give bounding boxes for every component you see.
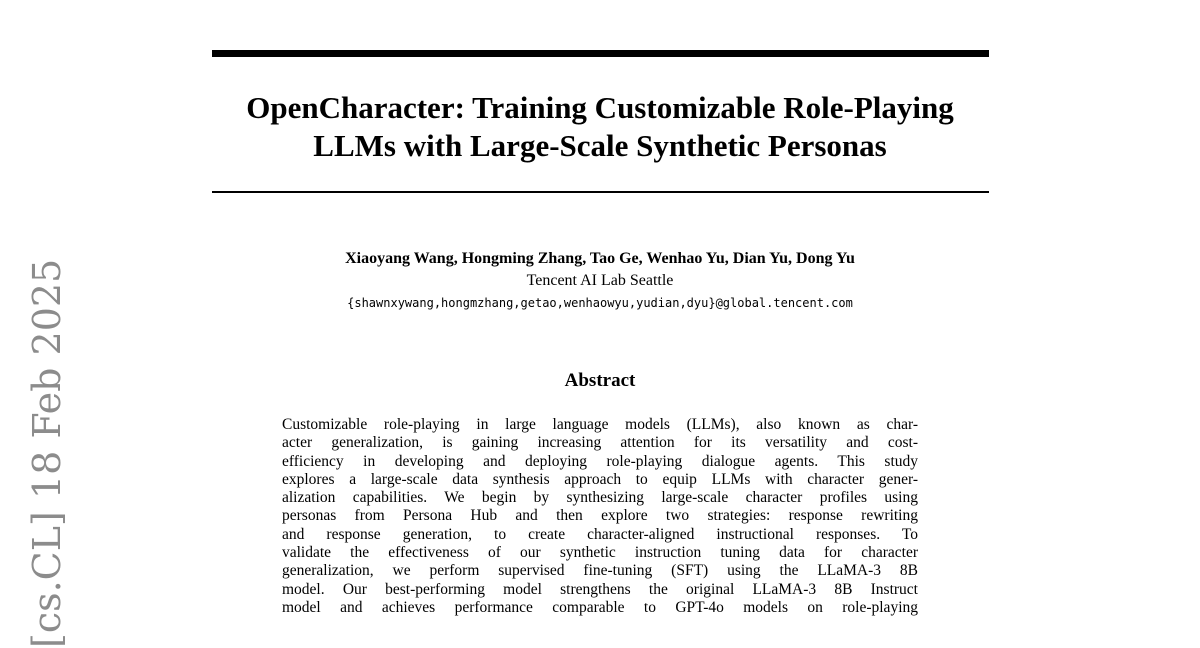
author-list: Xiaoyang Wang, Hongming Zhang, Tao Ge, Wenhao Yu, Dian Yu, Dong Yu [345,250,855,267]
abstract-line: acter generalization, is gaining increasing attention for its versatility and cost- [282,434,918,452]
abstract-heading: Abstract [564,370,636,391]
abstract-body [282,416,922,617]
abstract-line: and response generation, to create character-aligned instructional responses. To [282,525,918,543]
paper-title [200,89,1000,165]
abstract-line: efficiency in developing and deploying role-playing dialogue agents. This study [282,452,918,470]
abstract-line: model. Our best-performing model strengthens the original LLaMA-3 8B Instruct [282,580,918,598]
author-emails: {shawnxywang,hongmzhang,getao,wenhaowyu,yudian,dyu}@global.tencent.com [347,296,853,310]
paper-title-line-2: LLMs with Large-Scale Synthetic Personas [313,128,887,163]
title-bottom-rule [212,191,989,193]
abstract-line: alization capabilities. We begin by synthesizing large-scale character profiles using [282,489,918,507]
abstract-line: validate the effectiveness of our synthetic instruction tuning data for character [282,544,918,562]
abstract-line: model and achieves performance comparable to GPT-4o models on role-playing [282,598,918,616]
abstract-line: explores a large-scale data synthesis approach to equip LLMs with character gener- [282,470,918,488]
title-top-rule [212,50,989,57]
affiliation: Tencent AI Lab Seattle [526,272,674,289]
paper-title-line-1: OpenCharacter: Training Customizable Role-Playing [246,90,954,125]
abstract-line: personas from Persona Hub and then explore two strategies: response rewriting [282,507,918,525]
abstract-line: generalization, we perform supervised fine-tuning (SFT) using the LLaMA-3 8B [282,562,918,580]
arxiv-stamp: [cs.CL] 18 Feb 2025 [25,258,69,648]
abstract-line: Customizable role-playing in large language models (LLMs), also known as char- [282,416,918,433]
